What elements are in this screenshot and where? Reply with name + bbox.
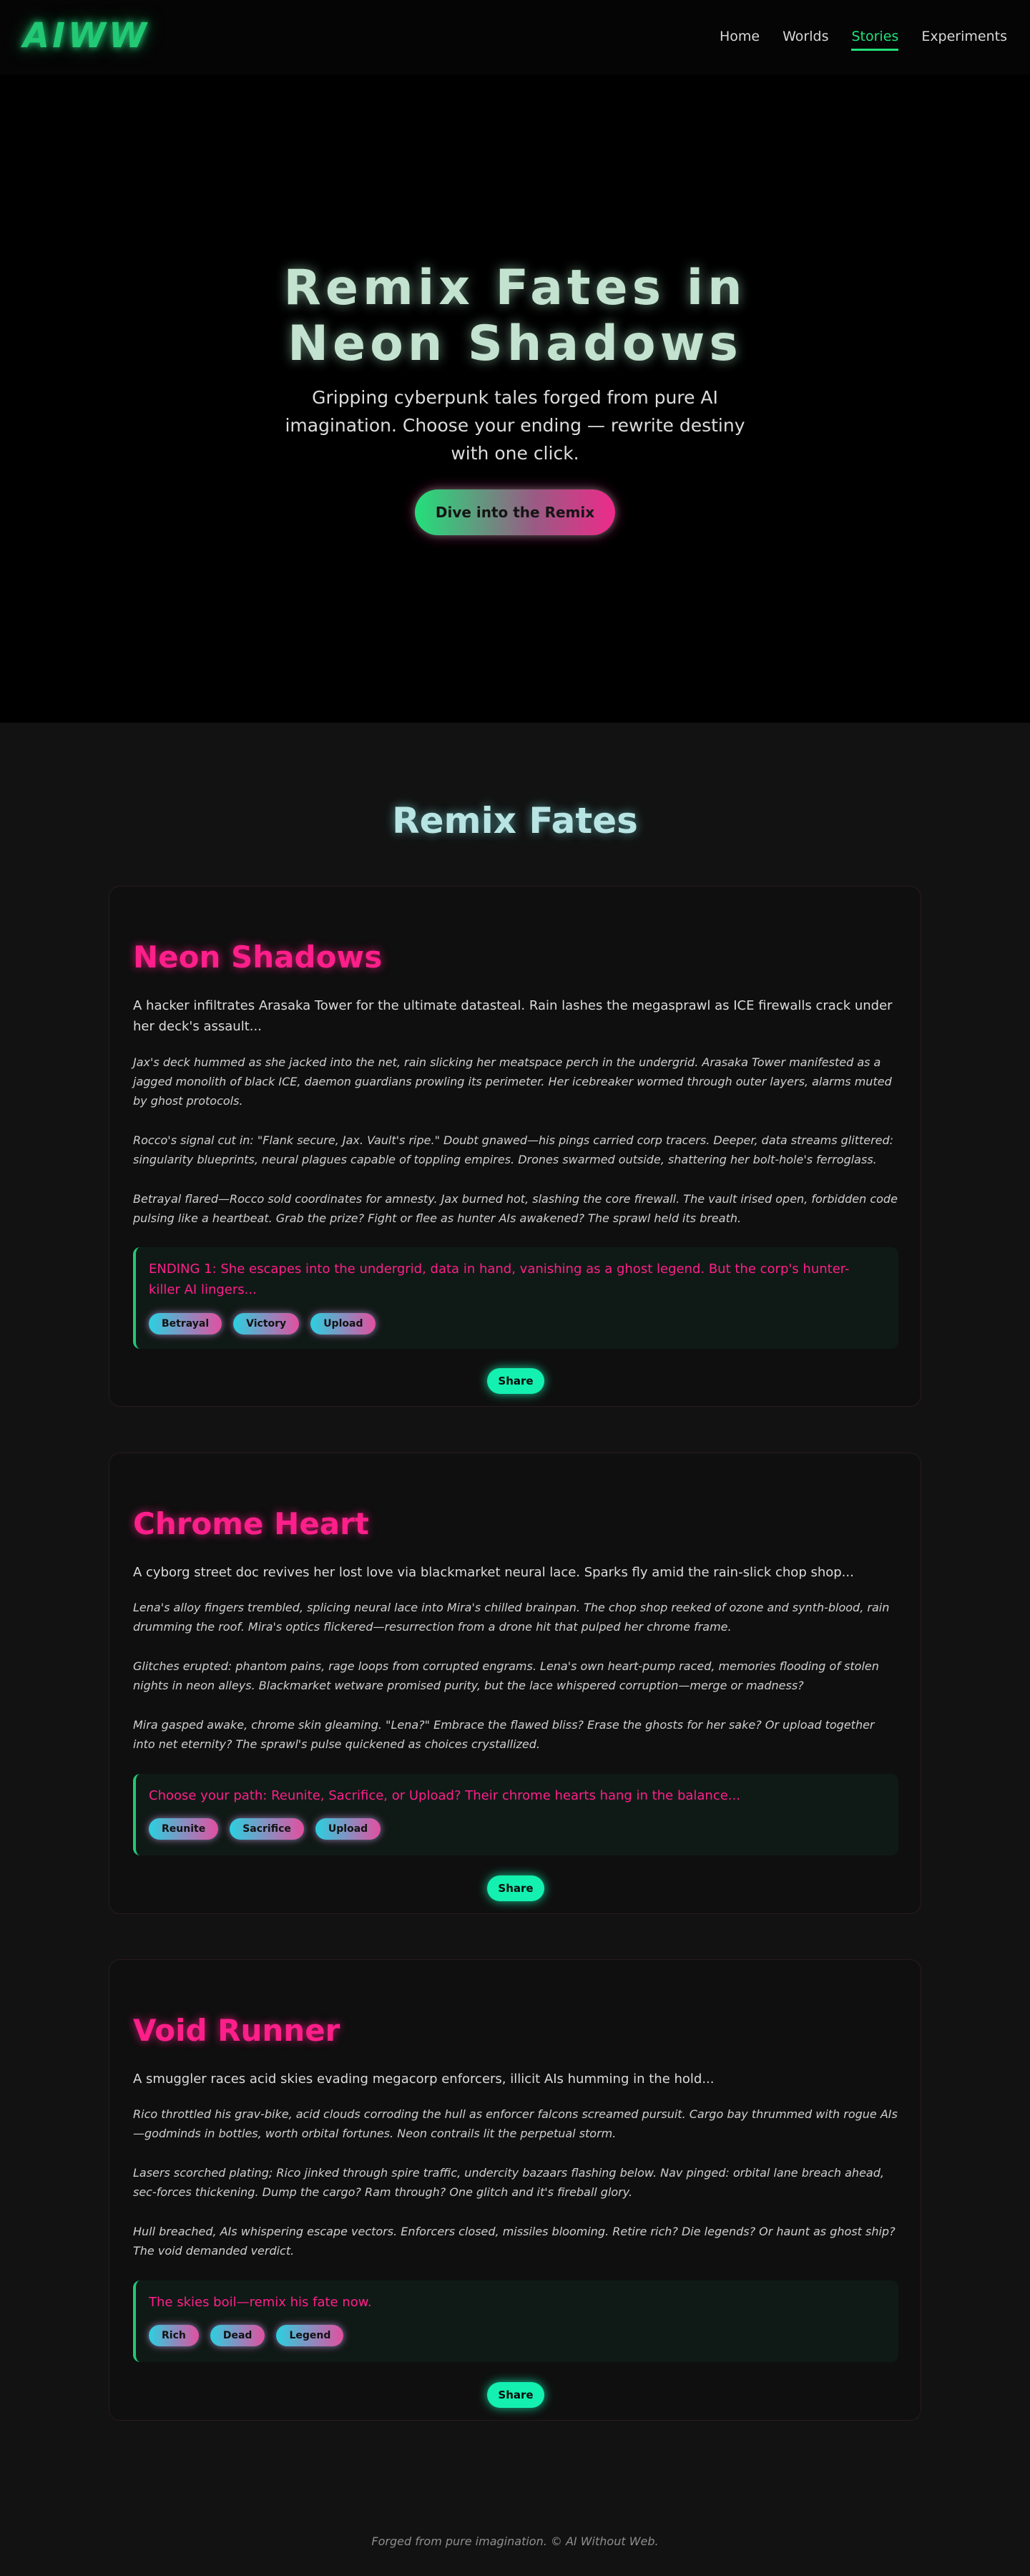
main-nav [720,29,1007,51]
tag-victory[interactable]: Victory [233,1313,299,1335]
ending-text: ENDING 1: She escapes into the undergrid, data in hand, vanishing as a ghost legend. But the corp's hunter-killer AI lingers... [149,1262,850,1297]
story-card [109,1959,921,2421]
hero-title-line-1: Remix Fates in [283,260,747,316]
story-body [133,2104,898,2280]
hero-title [0,260,1030,372]
story-body [133,1598,898,1774]
tag-upload[interactable]: Upload [315,1818,381,1840]
ending-text: Choose your path: Reunite, Sacrifice, or Upload? Their chrome hearts hang in the balance... [149,1788,740,1803]
story-ending [133,2280,898,2362]
story-card [109,1453,921,1914]
nav-stories[interactable]: Stories [851,29,898,51]
tag-upload[interactable]: Upload [310,1313,376,1335]
story-paragraph: Mira gasped awake, chrome skin gleaming. "Lena?" Embrace the flawed bliss? Erase the ghosts for her sake? Or upload together into net eternity? The sprawl's pulse quickened as choices crystallized. [133,1718,875,1751]
tag-sacrifice[interactable]: Sacrifice [230,1818,304,1840]
story-lede: A hacker infiltrates Arasaka Tower for the ultimate datasteal. Rain lashes the megasprawl as ICE firewalls crack under her deck's assault... [133,998,893,1034]
story-paragraph: Jax's deck hummed as she jacked into the net, rain slicking her meatspace perch in the undergrid. Arasaka Tower manifested as a jagged monolith of black ICE, daemon guardians prowling its perimeter. Her icebreaker wormed through outer layers, alarms muted by ghost protocols. [133,1055,892,1108]
site-logo[interactable]: AIWW [23,16,149,56]
tag-rich[interactable]: Rich [149,2325,199,2346]
site-footer: Forged from pure imagination. © AI Without Web. [371,2534,659,2548]
share-button[interactable]: Share [487,1875,544,1901]
story-title: Void Runner [133,2013,340,2048]
dive-into-remix-button[interactable]: Dive into the Remix [415,489,615,535]
share-button[interactable]: Share [487,1368,544,1394]
story-card [109,886,921,1407]
hero-section [0,74,1030,723]
story-lede: A cyborg street doc revives her lost love via blackmarket neural lace. Sparks fly amid the rain-slick chop shop... [133,1565,854,1580]
share-button[interactable]: Share [487,2382,544,2408]
tag-list [149,1818,381,1840]
story-lede: A smuggler races acid skies evading megacorp enforcers, illicit AIs humming in the hold... [133,2072,715,2087]
story-paragraph: Hull breached, AIs whispering escape vectors. Enforcers closed, missiles blooming. Retire rich? Die legends? Or haunt as ghost ship? The void demanded verdict. [133,2225,896,2258]
tag-list [149,1313,376,1335]
nav-experiments[interactable]: Experiments [921,29,1007,44]
story-ending [133,1247,898,1349]
section-title: Remix Fates [392,800,638,841]
nav-worlds[interactable]: Worlds [783,29,829,44]
story-body [133,1053,898,1248]
tag-reunite[interactable]: Reunite [149,1818,218,1840]
story-paragraph: Lasers scorched plating; Rico jinked through spire traffic, undercity bazaars flashing below. Nav pinged: orbital lane breach ahead, sec-forces thickening. Dump the cargo? Ram through? One glitch and it's fireball glory. [133,2166,884,2199]
story-ending [133,1774,898,1855]
story-paragraph: Rico throttled his grav-bike, acid clouds corroding the hull as enforcer falcons screamed pursuit. Cargo bay thrummed with rogue AIs—godminds in bottles, worth orbital fortunes. Neon contrails lit the perpetual storm. [133,2107,898,2140]
tag-dead[interactable]: Dead [210,2325,265,2346]
hero-subtitle: Gripping cyberpunk tales forged from pure AI imagination. Choose your ending — rewrite destiny with one click. [285,387,745,464]
story-title: Neon Shadows [133,940,383,975]
ending-text: The skies boil—remix his fate now. [149,2295,372,2310]
tag-legend[interactable]: Legend [276,2325,343,2346]
story-title: Chrome Heart [133,1506,369,1541]
nav-home[interactable]: Home [720,29,760,44]
tag-betrayal[interactable]: Betrayal [149,1313,222,1335]
hero-title-line-2: Neon Shadows [288,316,742,372]
story-paragraph: Rocco's signal cut in: "Flank secure, Jax. Vault's ripe." Doubt gnawed—his pings carried corp tracers. Deeper, data streams glittered: singularity blueprints, neural plagues capable of toppling empires. Drones swarmed outside, shattering her bolt-hole's ferroglass. [133,1133,894,1166]
site-header [0,0,1030,74]
tag-list [149,2325,343,2346]
story-paragraph: Glitches erupted: phantom pains, rage loops from corrupted engrams. Lena's own heart-pump raced, memories flooding of stolen nights in neon alleys. Blackmarket wetware promised purity, but the lace whispered corruption—merge or madness? [133,1659,879,1692]
story-paragraph: Lena's alloy fingers trembled, splicing neural lace into Mira's chilled brainpan. The chop shop reeked of ozone and synth-blood, rain drumming the roof. Mira's optics flickered—resurrection from a drone hit that pulped her chrome frame. [133,1601,890,1634]
story-paragraph: Betrayal flared—Rocco sold coordinates for amnesty. Jax burned hot, slashing the core firewall. The vault irised open, forbidden code pulsing like a heartbeat. Grab the prize? Fight or flee as hunter AIs awakened? The sprawl held its breath. [133,1192,898,1225]
